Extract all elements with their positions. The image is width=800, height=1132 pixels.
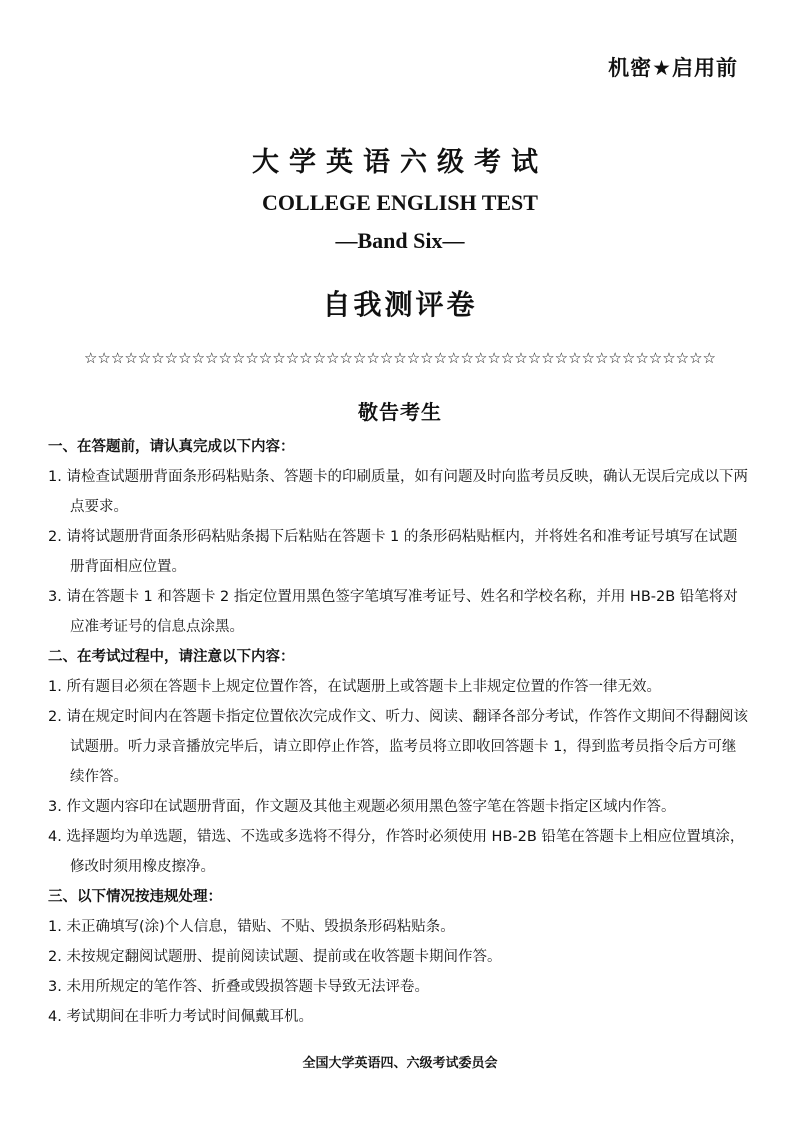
exam-title-chinese: 大学英语六级考试 — [252, 147, 548, 178]
notice-body — [48, 432, 748, 1032]
instruction-item: 3. 作文题内容印在试题册背面，作文题及其他主观题必须用黑色签字笔在答题卡指定区域内作答。 — [48, 799, 676, 815]
instruction-item: 3. 请在答题卡 1 和答题卡 2 指定位置用黑色签字笔填写准考证号、姓名和学校名称，并用 HB-2B 铅笔将对应准考证号的信息点涂黑。 — [48, 589, 738, 635]
instruction-item: 4. 考试期间在非听力考试时间佩戴耳机。 — [48, 1009, 313, 1025]
instruction-item: 2. 未按规定翻阅试题册、提前阅读试题、提前或在收答题卡期间作答。 — [48, 949, 502, 965]
exam-band: —Band Six— — [335, 228, 465, 253]
issuer-footer: 全国大学英语四、六级考试委员会 — [302, 1056, 498, 1071]
exam-title-english: COLLEGE ENGLISH TEST — [262, 190, 538, 215]
instruction-item: 2. 请在规定时间内在答题卡指定位置依次完成作文、听力、阅读、翻译各部分考试，作答作文期间不得翻阅该试题册。听力录音播放完毕后，请立即停止作答，监考员将立即收回答题卡 1，得到监考员指令后方可继续作答。 — [48, 709, 748, 785]
notice-title: 敬告考生 — [358, 400, 442, 424]
instruction-item: 2. 请将试题册背面条形码粘贴条揭下后粘贴在答题卡 1 的条形码粘贴框内，并将姓名和准考证号填写在试题册背面相应位置。 — [48, 529, 738, 575]
instruction-item: 1. 所有题目必须在答题卡上规定位置作答，在试题册上或答题卡上非规定位置的作答一律无效。 — [48, 679, 661, 695]
section-heading-during: 二、在考试过程中，请注意以下内容： — [48, 649, 295, 665]
star-divider: ☆☆☆☆☆☆☆☆☆☆☆☆☆☆☆☆☆☆☆☆☆☆☆☆☆☆☆☆☆☆☆☆☆☆☆☆☆☆☆☆☆☆☆☆☆☆☆ — [83, 349, 717, 367]
instruction-item: 3. 未用所规定的笔作答、折叠或毁损答题卡导致无法评卷。 — [48, 979, 429, 995]
confidential-mark: 机密★启用前 — [608, 56, 738, 80]
paper-type-title: 自我测评卷 — [322, 288, 478, 321]
instruction-item: 1. 请检查试题册背面条形码粘贴条、答题卡的印刷质量，如有问题及时向监考员反映，确认无误后完成以下两点要求。 — [48, 469, 748, 515]
instruction-item: 4. 选择题均为单选题，错选、不选或多选将不得分，作答时必须使用 HB-2B 铅笔在答题卡上相应位置填涂，修改时须用橡皮擦净。 — [48, 829, 745, 875]
instruction-item: 1. 未正确填写(涂)个人信息，错贴、不贴、毁损条形码粘贴条。 — [48, 919, 455, 935]
section-heading-before: 一、在答题前，请认真完成以下内容： — [48, 439, 295, 455]
section-heading-violations: 三、以下情况按违规处理： — [48, 889, 222, 905]
